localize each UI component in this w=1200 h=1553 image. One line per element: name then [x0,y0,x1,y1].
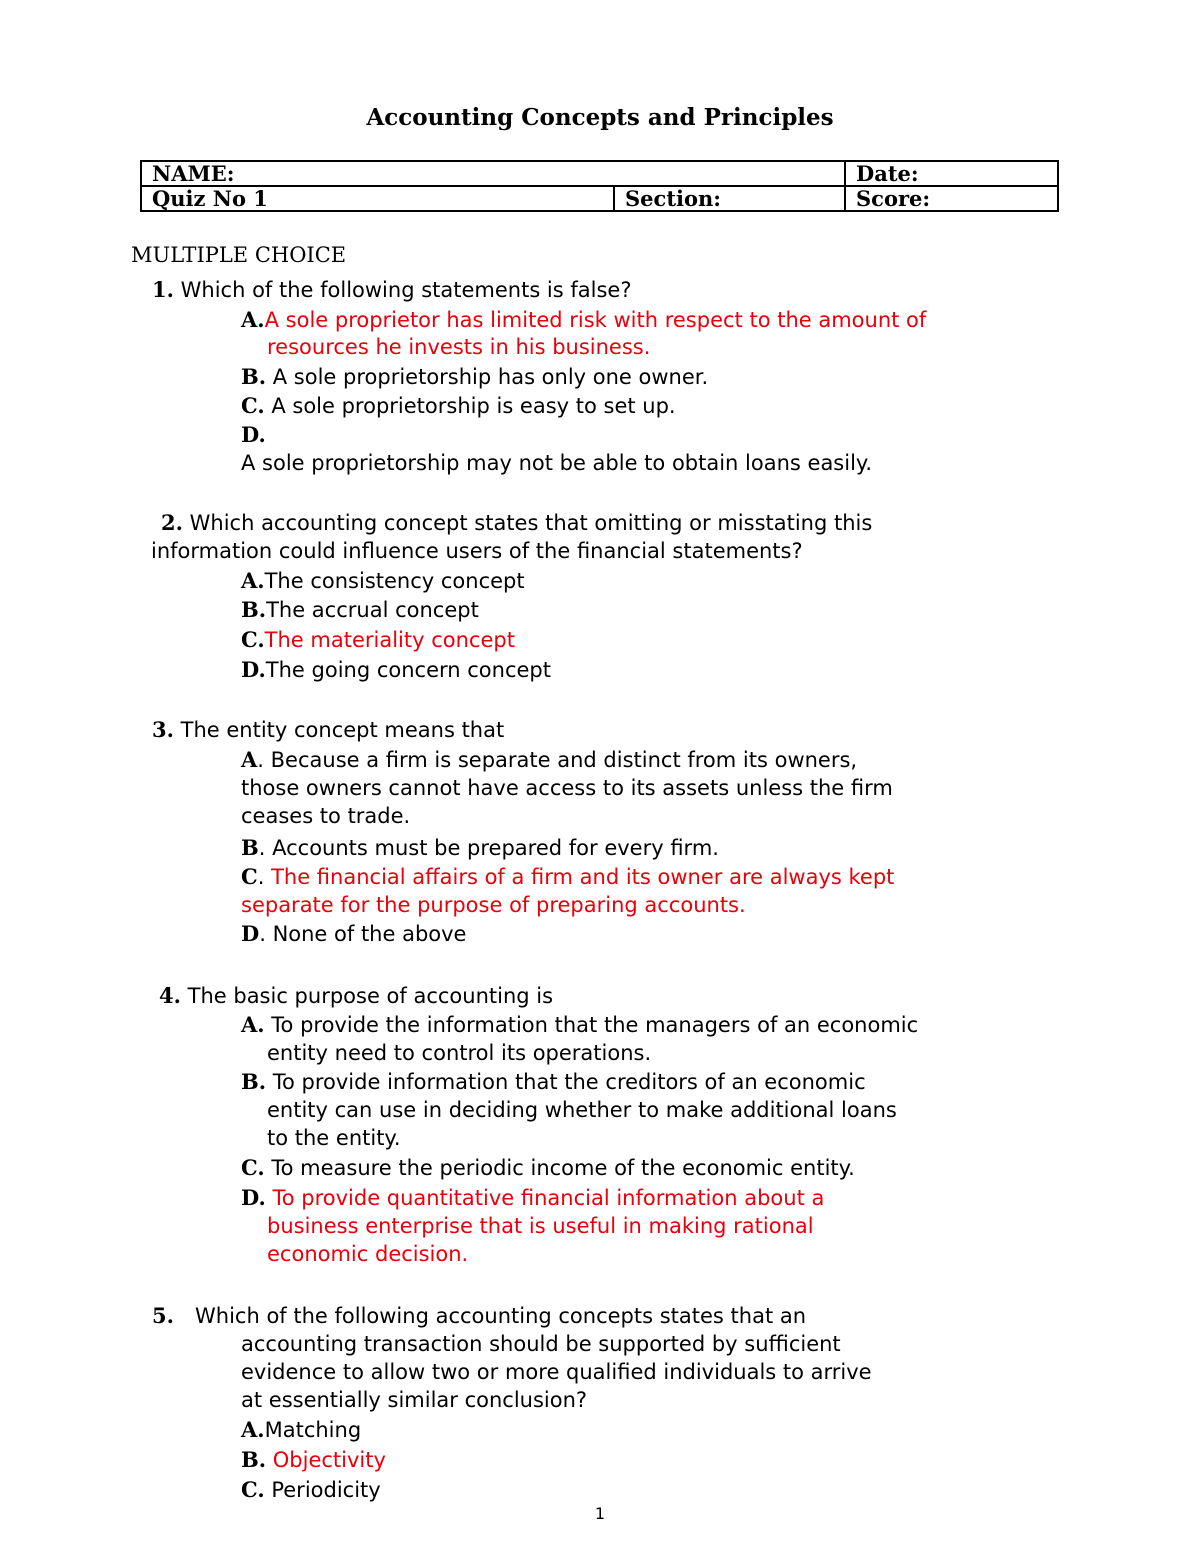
question-number: 4. [159,983,181,1008]
option-text: To provide quantitative financial information about a [272,1186,825,1210]
option-text: The accrual concept [266,598,479,622]
option-label: C. [241,1477,265,1502]
quiz-header-table [140,160,1059,212]
question-3 [152,716,504,744]
question-5-continued-2: evidence to allow two or more qualified individuals to arrive [241,1360,872,1384]
score-cell: Score: [845,186,1058,211]
option-1d-text: A sole proprietorship may not be able to obtain loans easily. [241,451,873,475]
name-cell: NAME: [141,161,845,186]
option-4d [241,1184,824,1212]
option-2d [241,656,551,684]
option-3c-continued: separate for the purpose of preparing accounts. [241,893,746,917]
option-label: A. [241,568,265,593]
option-text: The consistency concept [264,569,525,593]
option-3a-continued: those owners cannot have access to its assets unless the firm [241,776,893,800]
question-number: 1. [152,277,174,302]
question-text: Which of the following statements is false? [180,278,632,302]
option-3d [241,920,466,948]
option-3a [241,746,857,774]
option-4d-continued: business enterprise that is useful in making rational [267,1214,814,1238]
section-cell: Section: [614,186,845,211]
option-2b [241,596,479,624]
page-number: 1 [594,1504,606,1523]
question-2 [161,509,872,537]
option-label: A. [241,1417,265,1442]
option-1a-continued: resources he invests in his business. [267,335,651,359]
date-cell: Date: [845,161,1058,186]
question-5-number [152,1302,174,1330]
option-text: . Accounts must be prepared for every firm. [258,836,719,860]
question-number: 2. [161,510,183,535]
option-label: D. [241,657,266,682]
option-label: A. [241,1012,265,1037]
option-label: D. [241,1185,266,1210]
question-text: The entity concept means that [180,718,505,742]
option-label: D [241,921,260,946]
question-4 [159,982,553,1010]
option-text: To measure the periodic income of the economic entity. [271,1156,855,1180]
question-number: 3. [152,717,174,742]
option-label: B [241,835,259,860]
quiz-number-cell: Quiz No 1 [141,186,614,211]
option-4a [241,1011,918,1039]
option-label: B. [241,1447,267,1472]
option-text: The going concern concept [265,658,551,682]
option-5a [241,1416,361,1444]
option-label: B. [241,597,267,622]
option-4b-continued-2: to the entity. [267,1126,401,1150]
question-1 [152,276,632,304]
option-5b [241,1446,386,1474]
option-4a-continued: entity need to control its operations. [267,1041,652,1065]
option-label: A. [241,307,265,332]
option-3a-continued-2: ceases to trade. [241,804,411,828]
option-text: To provide information that the creditors of an economic [272,1070,866,1094]
option-text: A sole proprietor has limited risk with respect to the amount of [264,308,927,332]
question-number: 5. [152,1303,174,1328]
option-label: D. [241,422,266,447]
option-5c [241,1476,381,1504]
question-2-continued: information could influence users of the financial statements? [151,539,803,563]
option-text: . None of the above [259,922,467,946]
question-5-text: Which of the following accounting concepts states that an [195,1304,807,1328]
question-text: Which accounting concept states that omitting or misstating this [189,511,873,535]
option-3b [241,834,719,862]
question-5-continued-3: at essentially similar conclusion? [241,1388,588,1412]
document-title: Accounting Concepts and Principles [366,104,834,131]
option-3c [241,863,894,891]
option-label: C [241,864,258,889]
option-label: C. [241,393,265,418]
question-text: The basic purpose of accounting is [187,984,554,1008]
option-text: . Because a firm is separate and distinct from its owners, [257,748,858,772]
option-1a [241,306,926,334]
option-1b [241,363,708,391]
option-text: The financial affairs of a firm and its owner are always kept [271,865,895,889]
option-2a [241,567,525,595]
option-text: The materiality concept [264,628,515,652]
question-5-continued: accounting transaction should be supported by sufficient [241,1332,841,1356]
option-4c [241,1154,855,1182]
option-1c [241,392,676,420]
option-text: Objectivity [272,1448,386,1472]
option-4d-continued-2: economic decision. [267,1242,469,1266]
option-text: A sole proprietorship is easy to set up. [271,394,676,418]
option-label: C. [241,1155,265,1180]
option-text: Periodicity [271,1478,381,1502]
option-text: To provide the information that the managers of an economic [271,1013,919,1037]
option-label: C. [241,627,265,652]
option-punct: . [257,865,272,889]
option-2c [241,626,515,654]
option-label: B. [241,364,267,389]
section-heading: MULTIPLE CHOICE [131,243,347,267]
option-label: A [241,747,258,772]
option-text: A sole proprietorship has only one owner. [272,365,709,389]
option-label: B. [241,1069,267,1094]
option-4b [241,1068,866,1096]
option-text: Matching [264,1418,362,1442]
option-4b-continued: entity can use in deciding whether to make additional loans [267,1098,897,1122]
option-1d-label [241,421,266,449]
